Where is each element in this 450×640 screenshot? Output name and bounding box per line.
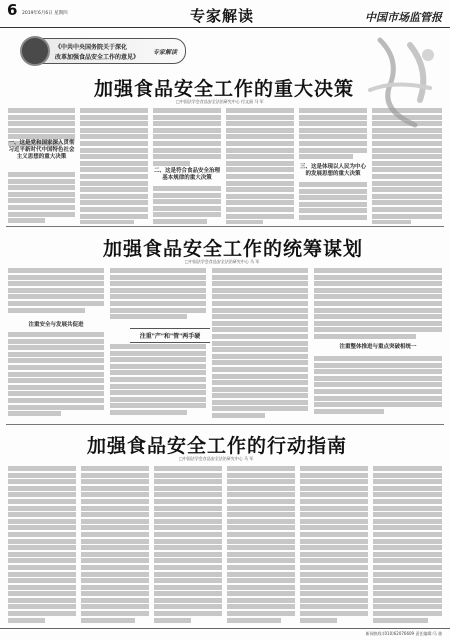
article-2-col-3 <box>212 268 308 418</box>
article-2-col-2b <box>110 344 206 418</box>
article-2-col-4a <box>314 268 442 340</box>
banner-line-2: 改革加强食品安全工作的意见》 <box>55 54 140 61</box>
article-2-title: 加强食品安全工作的统筹谋划 <box>103 238 364 260</box>
topic-banner <box>22 38 186 64</box>
article-2-col-2a <box>110 268 206 324</box>
article-3-byline: □中国法学会食品安全法治研究中心 马 军 <box>179 456 254 461</box>
article-3-col-5 <box>300 466 368 624</box>
article-1-col-3b <box>153 186 221 224</box>
banner-line-1: 《中共中央国务院关于深化 <box>55 44 128 51</box>
article-1-byline: □中国法学会食品安全法治研究中心 付文丽 马 军 <box>176 99 264 104</box>
article-1-subhead-1: 一、这是党和国家深入贯彻习近平新时代中国特色社会主义思想的重大决策 <box>8 140 75 160</box>
article-3-col-6 <box>373 466 442 624</box>
divider-2 <box>6 424 444 425</box>
article-1-col-4 <box>226 108 294 224</box>
page-number: 6 <box>7 1 18 19</box>
article-1-col-2 <box>80 108 148 224</box>
section-title: 专家解读 <box>190 7 255 25</box>
article-3-col-4 <box>227 466 295 624</box>
article-2-col-1b <box>8 332 104 418</box>
issue-date: 2019年6月6日 星期四 <box>22 11 68 16</box>
footer-text: 新闻热线:(010)62076609 责任编辑:马 骏 <box>365 631 442 636</box>
page-footer <box>0 628 450 640</box>
paper-name: 中国市场监管报 <box>365 11 442 24</box>
article-1-col-1b <box>8 172 75 224</box>
article-2-col-1a <box>8 268 104 318</box>
article-1-col-6 <box>372 108 442 224</box>
article-2-subhead-2: 注重"产"和"管"两手硬 <box>130 328 210 343</box>
article-2-subhead-1: 注重安全与发展共促进 <box>28 322 84 328</box>
article-1-col-5a <box>299 108 367 160</box>
article-1-subhead-2: 二、这是符合食品安全治理基本规律的重大决策 <box>153 168 220 181</box>
banner-emblem-icon <box>20 36 50 66</box>
article-1-title: 加强食品安全工作的重大决策 <box>94 78 355 100</box>
article-1-col-5b <box>299 182 367 224</box>
article-1-subhead-3: 三、这是体现以人民为中心的发展思想的重大决策 <box>299 164 366 177</box>
banner-tag: 专家解读 <box>152 49 177 56</box>
article-2-byline: □中国法学会食品安全法治研究中心 马 军 <box>185 259 260 264</box>
article-3-col-1 <box>8 466 76 624</box>
page-header <box>0 0 450 28</box>
article-3-title: 加强食品安全工作的行动指南 <box>87 435 348 457</box>
article-1-col-3a <box>153 108 221 168</box>
divider-1 <box>6 226 444 227</box>
article-3-col-3 <box>154 466 222 624</box>
article-3-col-2 <box>81 466 149 624</box>
article-2-col-4b <box>314 356 442 418</box>
article-2-subhead-3: 注重整体推进与重点突破相统一 <box>339 344 417 350</box>
